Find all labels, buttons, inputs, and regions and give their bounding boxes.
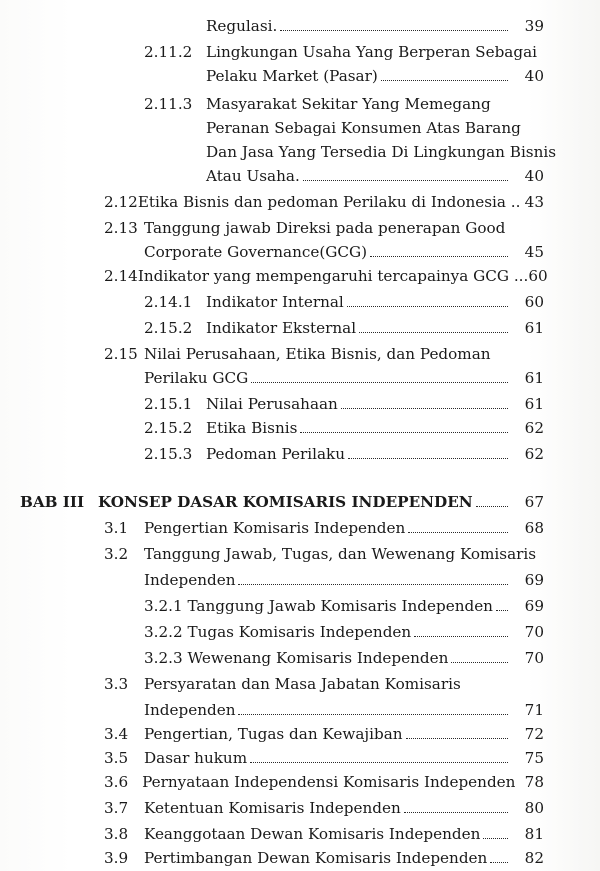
toc-entry-title: Indikator Internal bbox=[206, 293, 344, 311]
toc-chapter-title: KONSEP DASAR KOMISARIS INDEPENDEN bbox=[98, 493, 473, 511]
toc-entry bbox=[104, 768, 544, 792]
toc-entry bbox=[144, 390, 544, 414]
toc-chapter-heading bbox=[20, 488, 544, 512]
toc-entry-page: 69 bbox=[524, 597, 544, 615]
toc-entry-page: 62 bbox=[524, 445, 544, 463]
toc-entry-page: 71 bbox=[524, 701, 544, 719]
toc-entry-title: 3.2.1 Tanggung Jawab Komisaris Independen bbox=[144, 597, 493, 615]
toc-entry-title: Pedoman Perilaku bbox=[206, 445, 345, 463]
toc-entry-page: 81 bbox=[524, 825, 544, 843]
toc-entry bbox=[206, 12, 544, 36]
toc-leader-dots bbox=[359, 331, 508, 333]
toc-entry-title: Dasar hukum bbox=[144, 749, 248, 767]
toc-leader-dots bbox=[341, 407, 508, 409]
toc-leader-dots bbox=[348, 457, 508, 459]
toc-entry-page: 62 bbox=[524, 419, 544, 437]
toc-entry-number: 2.13 bbox=[104, 219, 138, 237]
toc-entry-page: 40 bbox=[524, 167, 544, 185]
toc-entry bbox=[104, 670, 544, 694]
toc-leader-dots bbox=[496, 609, 508, 611]
toc-entry-page: 61 bbox=[524, 319, 544, 337]
toc-entry-title: Regulasi. bbox=[206, 17, 278, 35]
toc-entry-title: Pernyataan Independensi Komisaris Independen bbox=[142, 773, 516, 791]
toc-entry-title: Lingkungan Usaha Yang Berperan Sebagai bbox=[206, 43, 537, 61]
toc-entry-page: 45 bbox=[524, 243, 544, 261]
toc-entry-page: 60 bbox=[528, 267, 548, 285]
toc-entry-page: 78 bbox=[524, 773, 544, 791]
toc-entry bbox=[104, 820, 544, 844]
toc-entry bbox=[144, 238, 544, 262]
toc-leader-dots bbox=[370, 255, 508, 257]
toc-entry bbox=[104, 340, 544, 364]
toc-entry bbox=[144, 314, 544, 338]
toc-entry bbox=[144, 592, 544, 616]
toc-entry bbox=[144, 696, 544, 720]
toc-entry bbox=[206, 162, 544, 186]
toc-entry-number: 3.5 bbox=[104, 749, 129, 767]
toc-entry bbox=[144, 38, 544, 62]
toc-entry-title: Nilai Perusahaan, Etika Bisnis, dan Pedoman bbox=[144, 345, 491, 363]
toc-leader-dots bbox=[303, 179, 508, 181]
toc-entry-title: Perilaku GCG bbox=[144, 369, 249, 387]
toc-entry-number: 3.9 bbox=[104, 849, 129, 867]
toc-entry bbox=[104, 794, 544, 818]
toc-entry bbox=[104, 744, 544, 768]
toc-entry-number: 3.3 bbox=[104, 675, 129, 693]
toc-entry-title: Pengertian Komisaris Independen bbox=[144, 519, 406, 537]
toc-entry-title: Nilai Perusahaan bbox=[206, 395, 338, 413]
toc-entry bbox=[104, 720, 544, 744]
toc-entry bbox=[104, 188, 544, 212]
toc-leader-dots bbox=[300, 431, 508, 433]
toc-leader-dots bbox=[238, 583, 508, 585]
toc-entry-title: Etika Bisnis dan pedoman Perilaku di Indonesia .. bbox=[137, 193, 521, 211]
toc-entry-page: 43 bbox=[524, 193, 544, 211]
toc-entry-title: Indikator yang mempengaruhi tercapainya GCG ... bbox=[137, 267, 529, 285]
toc-entry-page: 75 bbox=[524, 749, 544, 767]
toc-leader-dots bbox=[381, 79, 508, 81]
toc-entry-page: 67 bbox=[524, 493, 544, 511]
toc-entry-page: 61 bbox=[524, 369, 544, 387]
toc-entry bbox=[144, 566, 544, 590]
toc-entry-number: 2.15.1 bbox=[144, 395, 193, 413]
toc-entry-title: Pengertian, Tugas dan Kewajiban bbox=[144, 725, 403, 743]
toc-entry-number: 2.15.2 bbox=[144, 319, 193, 337]
toc-entry-page: 39 bbox=[524, 17, 544, 35]
toc-entry-title: 3.2.2 Tugas Komisaris Independen bbox=[144, 623, 412, 641]
toc-entry-page: 61 bbox=[524, 395, 544, 413]
toc-entry bbox=[104, 514, 544, 538]
toc-entry bbox=[144, 288, 544, 312]
toc-entry-number: 2.14 bbox=[104, 267, 138, 285]
toc-entry-number: 3.6 bbox=[104, 773, 129, 791]
toc-entry-title: Persyaratan dan Masa Jabatan Komisaris bbox=[144, 675, 461, 693]
toc-entry-page: 72 bbox=[524, 725, 544, 743]
toc-leader-dots bbox=[408, 531, 508, 533]
toc-entry-number: 2.15.3 bbox=[144, 445, 193, 463]
toc-entry bbox=[144, 364, 544, 388]
toc-entry-page: 68 bbox=[524, 519, 544, 537]
toc-entry bbox=[206, 114, 544, 138]
toc-entry bbox=[104, 262, 548, 286]
toc-entry bbox=[144, 90, 544, 114]
toc-entry bbox=[206, 62, 544, 86]
toc-entry bbox=[104, 540, 544, 564]
toc-entry-title: Atau Usaha. bbox=[206, 167, 300, 185]
toc-leader-dots bbox=[476, 505, 508, 507]
toc-entry-title: Corporate Governance(GCG) bbox=[144, 243, 368, 261]
toc-entry-number: 2.11.2 bbox=[144, 43, 193, 61]
toc-leader-dots bbox=[404, 811, 508, 813]
toc-entry-page: 40 bbox=[524, 67, 544, 85]
toc-chapter-number: BAB III bbox=[20, 493, 85, 511]
toc-entry bbox=[144, 440, 544, 464]
toc-entry-number: 2.15 bbox=[104, 345, 138, 363]
toc-entry-title: Dan Jasa Yang Tersedia Di Lingkungan Bisnis bbox=[206, 143, 557, 161]
toc-entry-page: 80 bbox=[524, 799, 544, 817]
toc-entry-title: Pertimbangan Dewan Komisaris Independen bbox=[144, 849, 488, 867]
toc-entry bbox=[206, 138, 557, 162]
toc-entry-number: 3.8 bbox=[104, 825, 129, 843]
toc-entry-title: Independen bbox=[144, 571, 236, 589]
toc-entry-number: 3.7 bbox=[104, 799, 129, 817]
toc-entry-page: 70 bbox=[524, 623, 544, 641]
toc-entry-title: Etika Bisnis bbox=[206, 419, 298, 437]
toc-entry-title: Tanggung jawab Direksi pada penerapan Good bbox=[144, 219, 506, 237]
toc-leader-dots bbox=[347, 305, 508, 307]
toc-leader-dots bbox=[414, 635, 508, 637]
toc-entry bbox=[104, 214, 544, 238]
toc-entry-title: Peranan Sebagai Konsumen Atas Barang bbox=[206, 119, 521, 137]
toc-leader-dots bbox=[238, 713, 508, 715]
toc-entry-page: 69 bbox=[524, 571, 544, 589]
toc-leader-dots bbox=[451, 661, 508, 663]
toc-entry-page: 70 bbox=[524, 649, 544, 667]
toc-entry-number: 3.2 bbox=[104, 545, 129, 563]
toc-entry-title: Indikator Eksternal bbox=[206, 319, 357, 337]
toc-entry-title: Masyarakat Sekitar Yang Memegang bbox=[206, 95, 491, 113]
toc-entry bbox=[144, 414, 544, 438]
toc-entry-number: 2.14.1 bbox=[144, 293, 193, 311]
toc-leader-dots bbox=[406, 737, 508, 739]
toc-entry-number: 3.1 bbox=[104, 519, 129, 537]
toc-entry-page: 60 bbox=[524, 293, 544, 311]
toc-leader-dots bbox=[251, 381, 508, 383]
toc-entry-number: 2.11.3 bbox=[144, 95, 193, 113]
toc-entry-title: Independen bbox=[144, 701, 236, 719]
toc-leader-dots bbox=[250, 761, 508, 763]
toc-entry bbox=[144, 644, 544, 668]
toc-entry-title: Tanggung Jawab, Tugas, dan Wewenang Komisaris bbox=[144, 545, 537, 563]
toc-entry bbox=[144, 618, 544, 642]
toc-leader-dots bbox=[280, 29, 508, 31]
toc-entry-number: 2.12 bbox=[104, 193, 138, 211]
toc-entry-page: 82 bbox=[524, 849, 544, 867]
toc-entry-title: 3.2.3 Wewenang Komisaris Independen bbox=[144, 649, 449, 667]
toc-entry bbox=[104, 844, 544, 868]
toc-entry-title: Keanggotaan Dewan Komisaris Independen bbox=[144, 825, 481, 843]
toc-entry-number: 2.15.2 bbox=[144, 419, 193, 437]
toc-entry-title: Ketentuan Komisaris Independen bbox=[144, 799, 401, 817]
toc-leader-dots bbox=[483, 837, 508, 839]
toc-entry-number: 3.4 bbox=[104, 725, 129, 743]
toc-entry-title: Pelaku Market (Pasar) bbox=[206, 67, 378, 85]
toc-leader-dots bbox=[490, 861, 508, 863]
